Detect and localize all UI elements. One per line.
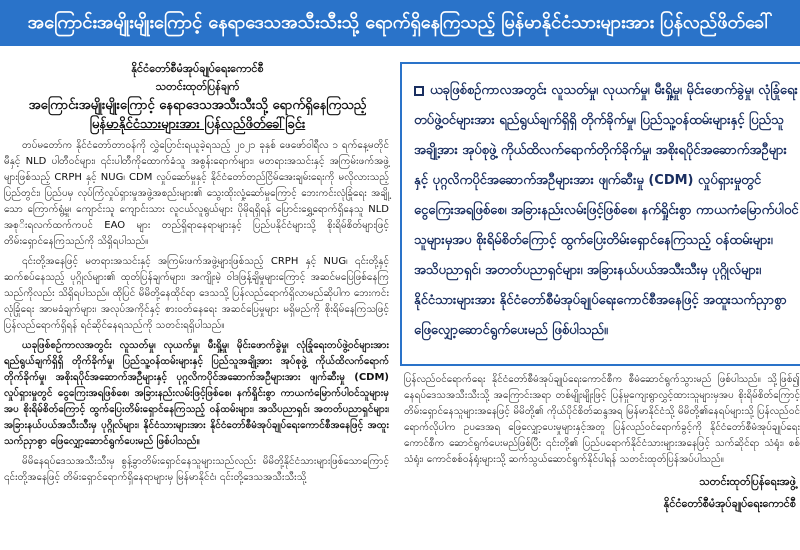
notice-body-left: [0, 60, 395, 550]
highlight-box-content: [414, 76, 800, 346]
highlight-text: ယခုဖြစ်စဉ်ကာလအတွင်း လူသတ်မှု၊ လုယက်မှု၊ မီးရှို့မှု၊ မိုင်းဖောက်ခွဲမှု၊ လုံခြုံရေးတပ်ဖွဲ့ဝင်များအား ရည်ရွယ်ချက်ရှိရှိ တိုက်ခိုက်မှု၊ ပြည်သူ့ဝန်ထမ်းများနှင့် ပြည်သူအချို့အား အုပ်စုဖွဲ့ ကိုယ်ထိလက်ရောက်တိုက်ခိုက်မှု၊ အစိုးရပိုင်အဆောက်အဦများနှင့် ပုဂ္ဂလိကပိုင်အဆောက်အဦများအား ဖျက်ဆီးမှု (CDM) လှုပ်ရှားမှုတွင် ငွေကြေးအရဖြစ်စေ၊ အခြားနည်းလမ်းဖြင့်ဖြစ်စေ၊ နက်ရှိုင်းစွာ ကာယကံမြောက်ပါဝင်သူများမှအပ စိုးရိမ်စိတ်ကြောင့် ထွက်ပြေးတိမ်းရှောင်နေကြသည့် ဝန်ထမ်းများ၊ အသိပညာရှင်၊ အတတ်ပညာရှင်များ၊ အခြားနယ်ပယ်အသီးသီးမှ ပုဂ္ဂိုလ်များ၊ နိုင်ငံသားများအား နိုင်ငံတော်စီမံအုပ်ချုပ်ရေးကောင်စီအနေဖြင့် အထူးသက်ညှာစွာ ဖြေလျှော့ဆောင်ရွက်ပေးမည် ဖြစ်ပါသည်။: [414, 83, 799, 338]
notice-banner: [0, 0, 800, 46]
headline-line-2: မြန်မာနိုင်ငံသားများအား ပြန်လည်ဖိတ်ခေါ်ခြင်း: [89, 117, 306, 132]
banner-title: အကြောင်းအမျိုးမျိုးကြောင့် နေရာဒေသအသီးသီးသို့ ရောက်ရှိနေကြသည့် မြန်မာနိုင်ငံသားများအား ပြန်လည်ဖိတ်ခေါ်: [27, 11, 773, 33]
notice-body-right: [400, 372, 800, 550]
headline-line-1: အကြောင်းအမျိုးမျိုးကြောင့် နေရာဒေသအသီးသီးသို့ ရောက်ရှိနေကြသည့်: [28, 98, 367, 113]
paragraph-4: မိမိနေရပ်ဒေသအသီးသီးမှ စွန့်ခွာတိမ်းရှောင်နေသူများသည်လည်း မိမိတို့နိုင်ငံသားများဖြစ်သောကြောင့် ၎င်းတို့အနေဖြင့် တိမ်းရှောင်ရောက်ရှိနေရာများမှ မြန်မာနိုင်ငံ၊ ၎င်းတို့ဒေသအသီးသီးသို့: [4, 456, 389, 483]
paragraph-3: ယခုဖြစ်စဉ်ကာလအတွင်း လူသတ်မှု၊ လုယက်မှု၊ မီးရှို့မှု၊ မိုင်းဖောက်ခွဲမှု၊ လုံခြုံရေးတပ်ဖွဲ့ဝင်များအား ရည်ရွယ်ချက်ရှိရှိ တိုက်ခိုက်မှု၊ ပြည်သူ့ဝန်ထမ်းများနှင့် ပြည်သူအချို့အား အုပ်စုဖွဲ့ ကိုယ်ထိလက်ရောက် တိုက်ခိုက်မှု၊ အစိုးရပိုင်အဆောက်အဦများနှင့် ပုဂ္ဂလိကပိုင်အဆောက်အဦများအား ဖျက်ဆီးမှု (CDM) လှုပ်ရှားမှုတွင် ငွေကြေးအရဖြစ်စေ၊ အခြားနည်းလမ်းဖြင့်ဖြစ်စေ၊ နက်ရှိုင်းစွာ ကာယကံမြောက်ပါဝင်သူများမှအပ စိုးရိမ်စိတ်ကြောင့် ထွက်ပြေးတိမ်းရှောင်နေကြသည့် ဝန်ထမ်းများ၊ အသိပညာရှင်၊ အတတ်ပညာရှင်များ၊ အခြားနယ်ပယ်အသီးသီးမှ ပုဂ္ဂိုလ်များ၊ နိုင်ငံသားများအား နိုင်ငံတော်စီမံအုပ်ချုပ်ရေးကောင်စီအနေဖြင့် အထူးသက်ညှာစွာ ဖြေလျှော့ဆောင်ရွက်ပေးမည် ဖြစ်ပါသည်။: [4, 340, 389, 447]
notice-type: သတင်းထုတ်ပြန်ချက်: [155, 80, 240, 93]
highlight-box: [400, 62, 800, 366]
checkbox-icon: [414, 86, 424, 96]
issuing-org: နိုင်ငံတော်စီမံအုပ်ချုပ်ရေးကောင်စီ: [131, 62, 264, 75]
paragraph-right: ပြန်လည်ဝင်ရောက်ရေး နိုင်ငံတော်စီမံအုပ်ချုပ်ရေးကောင်စီက စီမံဆောင်ရွက်သွားမည် ဖြစ်ပါသည်။ သို့ဖြစ်၍ နေရပ်ဒေသအသီးသီးသို့ အကြောင်းအရာ တစ်မျိုးမျိုးဖြင့် ပြန်မှုကျေးရွာလွှင့်ထားသူများမှအပ စိုးရိမ်စိတ်ကြောင့် တိမ်းရှောင်နေသူများအနေဖြင့် မိမိတို့၏ ကိုယ်ပိုင်စိတ်ဆန္ဒအရ မြန်မာနိုင်ငံသို့ မိမိတို့၏နေရပ်များသို့ ပြန်လည်ဝင်ရောက်လိုပါက ဥပဒေအရ ဖြေလျှော့ပေးမှုများနှင့်အတူ ပြန်လည်ဝင်ရောက်ခွင့်ကို နိုင်ငံတော်စီမံအုပ်ချုပ်ရေးကောင်စီက ဆောင်ရွက်ပေးမည်ဖြစ်ပြီး ၎င်းတို့၏ ပြည်ပရောက်နိုင်ငံသားများအနေဖြင့် သက်ဆိုင်ရာ သံရုံး၊ စစ်သံရုံး၊ ကောင်စစ်ဝန်ရုံးများသို့ ဆက်သွယ်ဆောင်ရွက်နိုင်ပါရန် သတင်းထုတ်ပြန်အပ်ပါသည်။: [404, 374, 800, 465]
signature-line-1: သတင်းထုတ်ပြန်ရေးအဖွဲ့: [699, 475, 796, 488]
paragraph-2: ၎င်းတို့အနေဖြင့် မတရားအသင်းနှင့် အကြမ်းဖက်အဖွဲ့များဖြစ်သည့် CRPH နှင့် NUG၊ ၎င်းတို့နှင့် ဆက်စပ်နေသည့် ပုဂ္ဂိုလ်များ၏ ထုတ်ပြန်ချက်များ၊ အကျိုးမဲ့ ဝါဒဖြန့်ချိမှုများကြောင့် အဆင်မပြေဖြစ်နေကြသည်ကိုလည်း သိရှိရပါသည်။ ထိုပြင် မိမိတို့နေထိုင်ရာ ဒေသသို့ ပြန်လည်ရောက်ရှိလာမည်ဆိုပါက ဘေးကင်းလုံခြုံရေး အာမခံချက်များ၊ အလုပ်အကိုင်နှင့် စားဝတ်နေရေး အဆင်ပြေမှုများ မရှိမည်ကို စိုးရိမ်နေကြသဖြင့် ပြန်လည်ရောက်ရှိရန် ရင်ဆိုင်နေရသည်ကို သတင်းရရှိပါသည်။: [4, 256, 389, 331]
signature-line-2: နိုင်ငံတော်စီမံအုပ်ချုပ်ရေးကောင်စီ: [663, 497, 796, 510]
paragraph-1: တပ်မတော်က နိုင်ငံတော်တာဝန်ကို လွှဲပြောင်းရယူခဲ့ရသည့် ၂၀၂၁ ခုနှစ် ဖေဖော်ဝါရီလ ၁ ရက်နေ့မတိုင်မီနှင့် NLD ပါတီဝင်များ၊ ၎င်းပါတီကိုထောက်ခံသူ အစွန်းရောက်များ၊ မတရားအသင်းနှင့် အကြမ်းဖက်အဖွဲ့များဖြစ်သည့် CRPH နှင့် NUG၊ CDM လှုပ်ဆော်မှုနှင့် နိုင်ငံတော်တည်ငြိမ်အေးချမ်းရေးကို မလိုလားသည့်ပြည်တွင်း၊ ပြည်ပမှ လုပ်ကြံလှုပ်ရှားမှုအဖွဲ့အစည်းများ၏ သွေးထိုးလှုံ့ဆော်မှုကြောင့် ဘေးကင်းလုံခြုံရေး အချို့သော ကြောက်ရွံ့မှု၊ ကျောင်းသူ ကျောင်းသား လူငယ်လူရွယ်များ ပိုမိုရရှိရန် ပြောင်းရွှေ့ရောက်ရှိနေသူ NLD အစုိးရလက်ထက်ကပင် EAO များ တည်ရှိရာနေရာများနှင့် ပြည်ပနိုင်ငံများသို့ စိုးရိမ်စိတ်များဖြင့် တိမ်းရှောင်နေကြသည်ကို သိရှိရပါသည်။: [4, 140, 389, 247]
